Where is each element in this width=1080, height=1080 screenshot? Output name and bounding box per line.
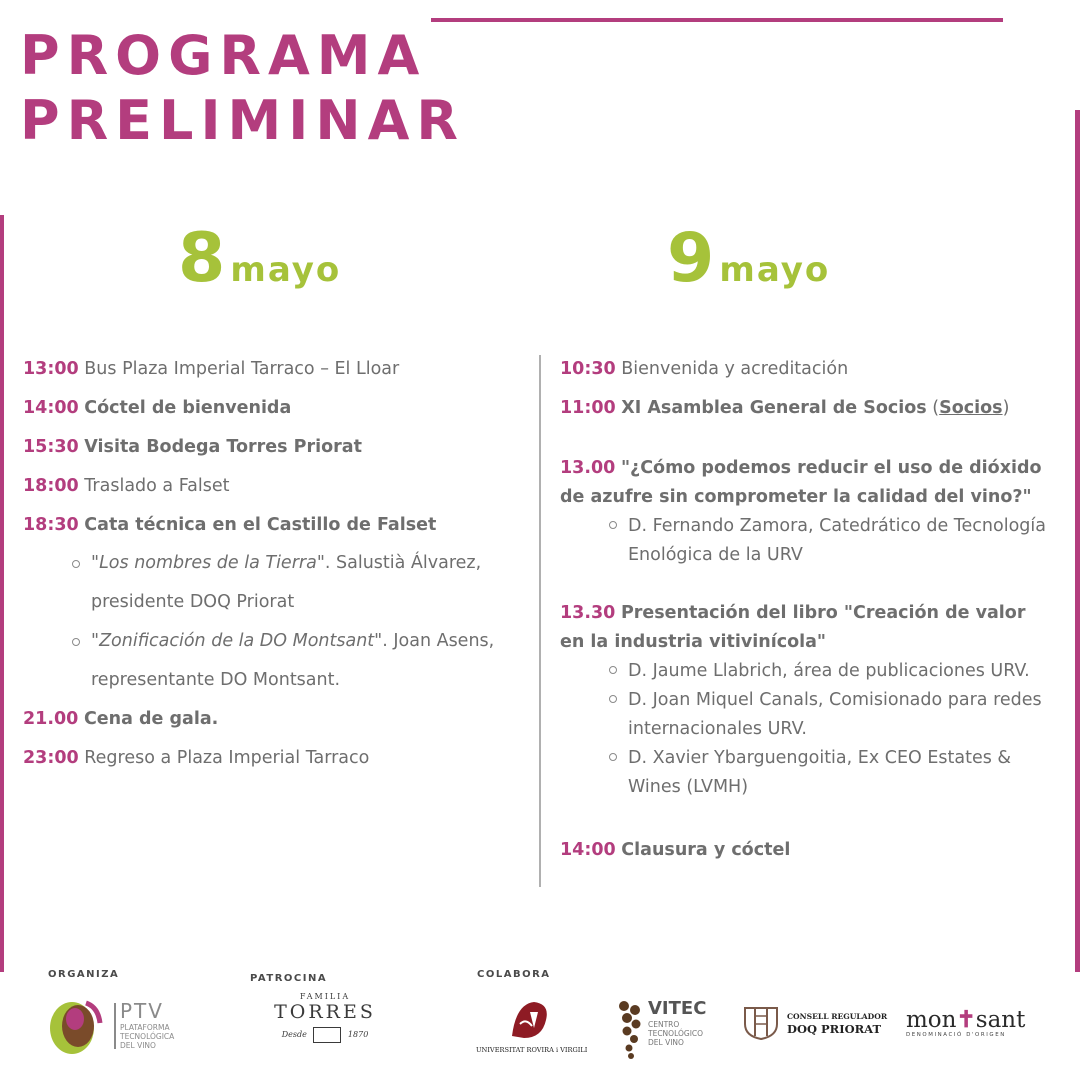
schedule-item: 13:00 Bus Plaza Imperial Tarraco – El Lloar: [23, 359, 400, 379]
schedule-item: 23:00 Regreso a Plaza Imperial Tarraco: [23, 748, 370, 768]
speaker-continued: Enológica de la URV: [628, 545, 803, 565]
colabora-label: COLABORA: [477, 969, 551, 980]
torres-crest-icon: [313, 1027, 341, 1043]
torres-logo: FAMILIA TORRES Desde 1870: [258, 992, 392, 1052]
sub-item: "Los nombres de la Tierra". Salustià Álvarez,: [91, 553, 482, 573]
bullet-icon: [72, 638, 80, 646]
day2-number: 9: [667, 219, 715, 298]
schedule-item: 14:00 Cóctel de bienvenida: [23, 398, 292, 418]
bullet-icon: [609, 695, 617, 703]
bullet-icon: [72, 560, 80, 568]
schedule-item: 13.30 Presentación del libro "Creación de valor: [560, 603, 1026, 623]
day1-month: mayo: [230, 250, 342, 290]
doq-priorat-logo: CONSELL REGULADOR DOQ PRIORAT: [741, 1002, 883, 1042]
title-line-1: PROGRAMA: [20, 24, 427, 87]
montsant-cross-icon: ✝: [956, 1006, 976, 1033]
bullet-icon: [609, 666, 617, 674]
schedule-item: 18:00 Traslado a Falset: [23, 476, 230, 496]
vitec-grapes-icon: [616, 998, 644, 1062]
sub-item: "Zonificación de la DO Montsant". Joan Asens,: [91, 631, 495, 651]
day1-number: 8: [178, 219, 226, 298]
left-rule: [0, 215, 4, 972]
patrocina-label: PATROCINA: [250, 973, 328, 984]
day1-heading: [178, 219, 342, 298]
socios-link[interactable]: Socios: [939, 398, 1003, 418]
day2-month: mayo: [719, 250, 831, 290]
schedule-item: 15:30 Visita Bodega Torres Priorat: [23, 437, 362, 457]
schedule-item-continued: de azufre sin comprometer la calidad del vino?": [560, 487, 1032, 507]
schedule-item: 13.00 "¿Cómo podemos reducir el uso de dióxido: [560, 458, 1042, 478]
doq-crest-icon: [741, 1002, 781, 1040]
bullet-icon: [609, 753, 617, 761]
speaker: D. Xavier Ybarguengoitia, Ex CEO Estates &: [628, 748, 1012, 768]
column-divider: [539, 355, 541, 887]
vitec-logo: VITEC CENTRO TECNOLÓGICO DEL VINO: [616, 998, 716, 1062]
speaker-continued: internacionales URV.: [628, 719, 807, 739]
day2-heading: [667, 219, 831, 298]
schedule-item: 14:00 Clausura y cóctel: [560, 840, 791, 860]
urv-logo: UNIVERSITAT ROVIRA i VIRGILI: [476, 998, 588, 1058]
right-rule: [1075, 110, 1080, 972]
bullet-icon: [609, 521, 617, 529]
speaker: D. Jaume Llabrich, área de publicaciones URV.: [628, 661, 1030, 681]
montsant-logo: mon✝sant DENOMINACIÓ D'ORIGEN: [906, 1006, 1026, 1038]
top-rule: [431, 18, 1003, 22]
schedule-item: 18:30 Cata técnica en el Castillo de Falset: [23, 515, 437, 535]
urv-mark-icon: [506, 998, 556, 1042]
ptv-mark-icon: [48, 997, 110, 1057]
schedule-item: 11:00 XI Asamblea General de Socios (Socios): [560, 398, 1010, 418]
sub-item-continued: representante DO Montsant.: [91, 670, 341, 690]
schedule-item: 21.00 Cena de gala.: [23, 709, 219, 729]
ptv-logo: PTV PLATAFORMA TECNOLÓGICA DEL VINO: [48, 997, 208, 1057]
sub-item-continued: presidente DOQ Priorat: [91, 592, 295, 612]
schedule-item-continued: en la industria vitivinícola": [560, 632, 827, 652]
title-line-2: PRELIMINAR: [20, 89, 465, 152]
speaker-continued: Wines (LVMH): [628, 777, 749, 797]
schedule-item: 10:30 Bienvenida y acreditación: [560, 359, 849, 379]
speaker: D. Fernando Zamora, Catedrático de Tecnología: [628, 516, 1046, 536]
speaker: D. Joan Miquel Canals, Comisionado para redes: [628, 690, 1042, 710]
organiza-label: ORGANIZA: [48, 969, 120, 980]
